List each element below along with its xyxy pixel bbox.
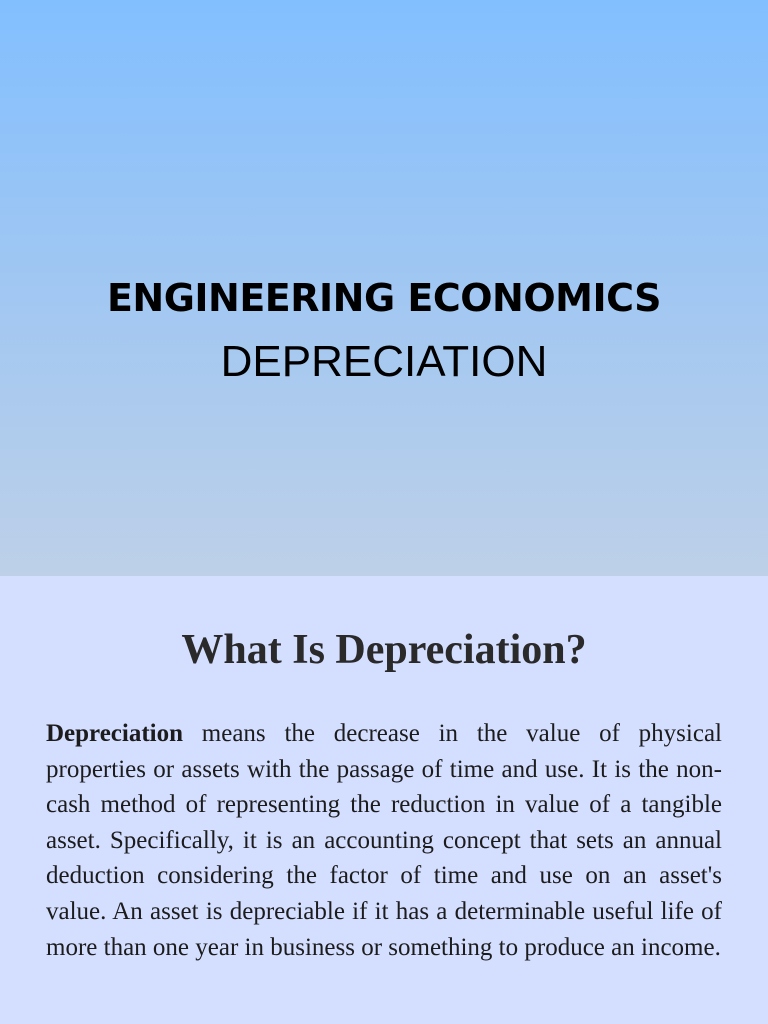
definition-text: means the decrease in the value of physical properties or assets with the passage of time and use. It is the non-cash method of representing the reduction in value of a tangible asset. Specifically, it is an accounting concept that sets an annual deduction considering the factor of time and use on an asset's value. An asset is depreciable if it has a determinable useful life of more than one year in business or something to produce an income. <box>46 720 722 961</box>
content-slide <box>0 576 768 1024</box>
definition-paragraph <box>46 716 722 965</box>
defined-term: Depreciation <box>46 720 184 747</box>
section-heading: What Is Depreciation? <box>181 627 587 673</box>
slide-title-line-1: ENGINEERING ECONOMICS <box>106 276 662 320</box>
slide-title-line-2: DEPRECIATION <box>220 337 548 386</box>
